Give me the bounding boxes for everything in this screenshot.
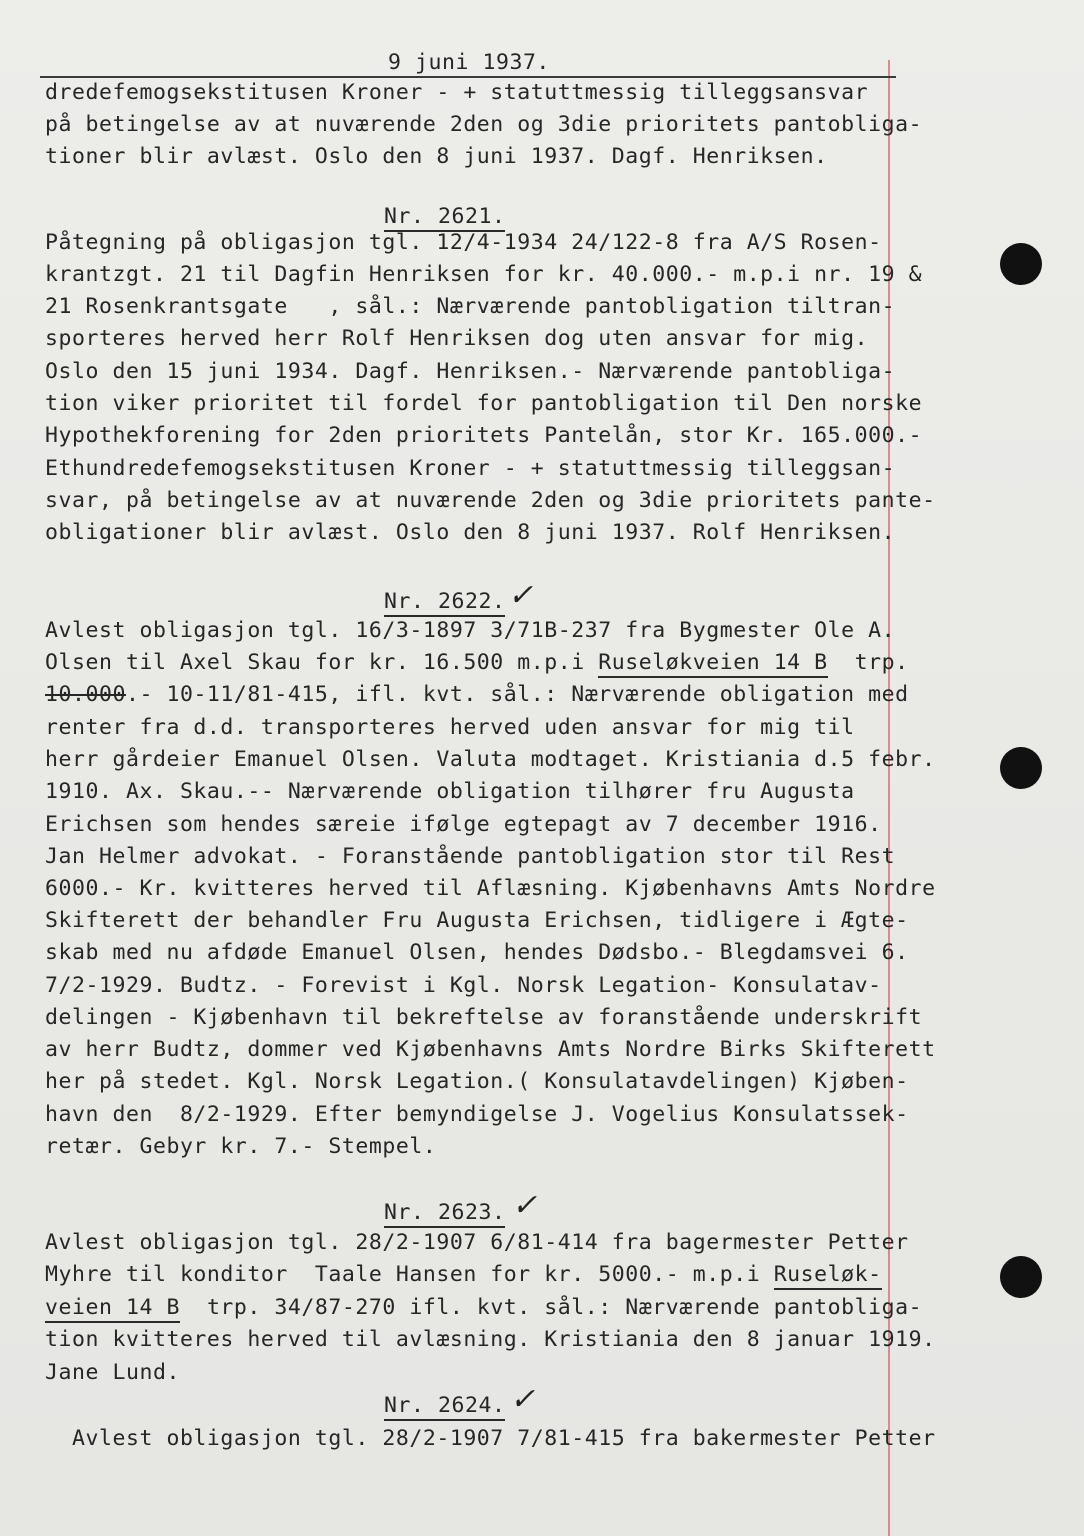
handwritten-initial-icon: ✓ — [508, 578, 534, 613]
property-name: Ruseløk- — [774, 1262, 882, 1290]
punch-hole-icon — [1000, 1256, 1042, 1298]
text-line: svar, på betingelse av at nuværende 2den og 3die prioritets pante- — [45, 488, 936, 513]
handwritten-initial-icon: ✓ — [510, 1382, 536, 1417]
text-line: tioner blir avlæst. Oslo den 8 juni 1937. Dagf. Henriksen. — [45, 144, 828, 169]
punch-hole-icon — [1000, 243, 1042, 285]
text-line: delingen - Kjøbenhavn til bekreftelse av foranstående underskrift — [45, 1005, 923, 1030]
text-line: tion viker prioritet til fordel for pantobligation til Den norske — [45, 391, 923, 416]
text-line: Ethundredefemogsekstitusen Kroner - + statuttmessig tilleggsan- — [45, 456, 896, 481]
text-line: 21 Rosenkrantsgate , sål.: Nærværende pantobligation tiltran- — [45, 294, 896, 319]
text-line: Avlest obligasjon tgl. 28/2-1907 6/81-414 fra bagermester Petter — [45, 1230, 909, 1255]
text-line: Hypothekforening for 2den prioritets Pantelån, stor Kr. 165.000.- — [45, 423, 923, 448]
text-line: havn den 8/2-1929. Efter bemyndigelse J. Vogelius Konsulatssek- — [45, 1102, 909, 1127]
page-date: 9 juni 1937. — [388, 50, 550, 75]
text-line: 1910. Ax. Skau.-- Nærværende obligation tilhører fru Augusta — [45, 779, 855, 804]
text-line: her på stedet. Kgl. Norsk Legation.( Konsulatavdelingen) Kjøben- — [45, 1069, 909, 1094]
text-line: retær. Gebyr kr. 7.- Stempel. — [45, 1134, 437, 1159]
text-line: krantzgt. 21 til Dagfin Henriksen for kr. 40.000.- m.p.i nr. 19 & — [45, 262, 923, 287]
text-line: Avlest obligasjon tgl. 16/3-1897 3/71B-237 fra Bygmester Ole A. — [45, 618, 896, 643]
text-line: herr gårdeier Emanuel Olsen. Valuta modtaget. Kristiania d.5 febr. — [45, 747, 936, 772]
text-line: tion kvitteres herved til avlæsning. Kristiania den 8 januar 1919. — [45, 1327, 936, 1352]
text-line: Erichsen som hendes særeie ifølge egtepagt av 7 december 1916. — [45, 812, 882, 837]
text-line: skab med nu afdøde Emanuel Olsen, hendes Dødsbo.- Blegdamsvei 6. — [45, 940, 909, 965]
text-line: Jan Helmer advokat. - Foranstående pantobligation stor til Rest — [45, 844, 896, 869]
text-line: Skifterett der behandler Fru Augusta Erichsen, tidligere i Ægte- — [45, 908, 909, 933]
text-line: Påtegning på obligasjon tgl. 12/4-1934 24/122-8 fra A/S Rosen- — [45, 230, 882, 255]
text-line: 7/2-1929. Budtz. - Forevist i Kgl. Norsk Legation- Konsulatav- — [45, 973, 882, 998]
text-line: renter fra d.d. transporteres herved uden ansvar for mig til — [45, 715, 855, 740]
text-line: Avlest obligasjon tgl. 28/2-1907 7/81-415 fra bakermester Petter — [45, 1426, 936, 1451]
text-line: obligationer blir avlæst. Oslo den 8 juni 1937. Rolf Henriksen. — [45, 520, 896, 545]
entry-title-2624: Nr. 2624. — [384, 1393, 505, 1421]
text-line: sporteres herved herr Rolf Henriksen dog uten ansvar for mig. — [45, 326, 869, 351]
text-line: på betingelse av at nuværende 2den og 3die prioritets pantobliga- — [45, 112, 923, 137]
property-name: Ruseløkveien 14 B — [598, 650, 827, 678]
punch-hole-icon — [1000, 747, 1042, 789]
text-line: veien 14 B trp. 34/87-270 ifl. kvt. sål.: Nærværende pantobliga- — [45, 1293, 922, 1323]
text-line: Jane Lund. — [45, 1360, 180, 1385]
entry-title-2623: Nr. 2623. — [384, 1200, 505, 1228]
entry-title-2621: Nr. 2621. — [384, 204, 505, 232]
struck-amount: 10.000 — [45, 682, 126, 707]
entry-title-2622: Nr. 2622. — [384, 589, 505, 617]
property-name: veien 14 B — [45, 1295, 180, 1323]
text-line: av herr Budtz, dommer ved Kjøbenhavns Amts Nordre Birks Skifterett — [45, 1037, 936, 1062]
text-line: Myhre til konditor Taale Hansen for kr. 5000.- m.p.i Ruseløk- — [45, 1260, 882, 1290]
text-line: Olsen til Axel Skau for kr. 16.500 m.p.i Ruseløkveien 14 B trp. — [45, 648, 909, 678]
text-line: 6000.- Kr. kvitteres herved til Aflæsning. Kjøbenhavns Amts Nordre — [45, 876, 936, 901]
handwritten-initial-icon: ✓ — [512, 1188, 538, 1223]
text-line: 10.000.- 10-11/81-415, ifl. kvt. sål.: Nærværende obligation med — [45, 682, 909, 707]
text-line: Oslo den 15 juni 1934. Dagf. Henriksen.- Nærværende pantobliga- — [45, 359, 896, 384]
text-line: dredefemogsekstitusen Kroner - + statuttmessig tilleggsansvar — [45, 80, 869, 105]
